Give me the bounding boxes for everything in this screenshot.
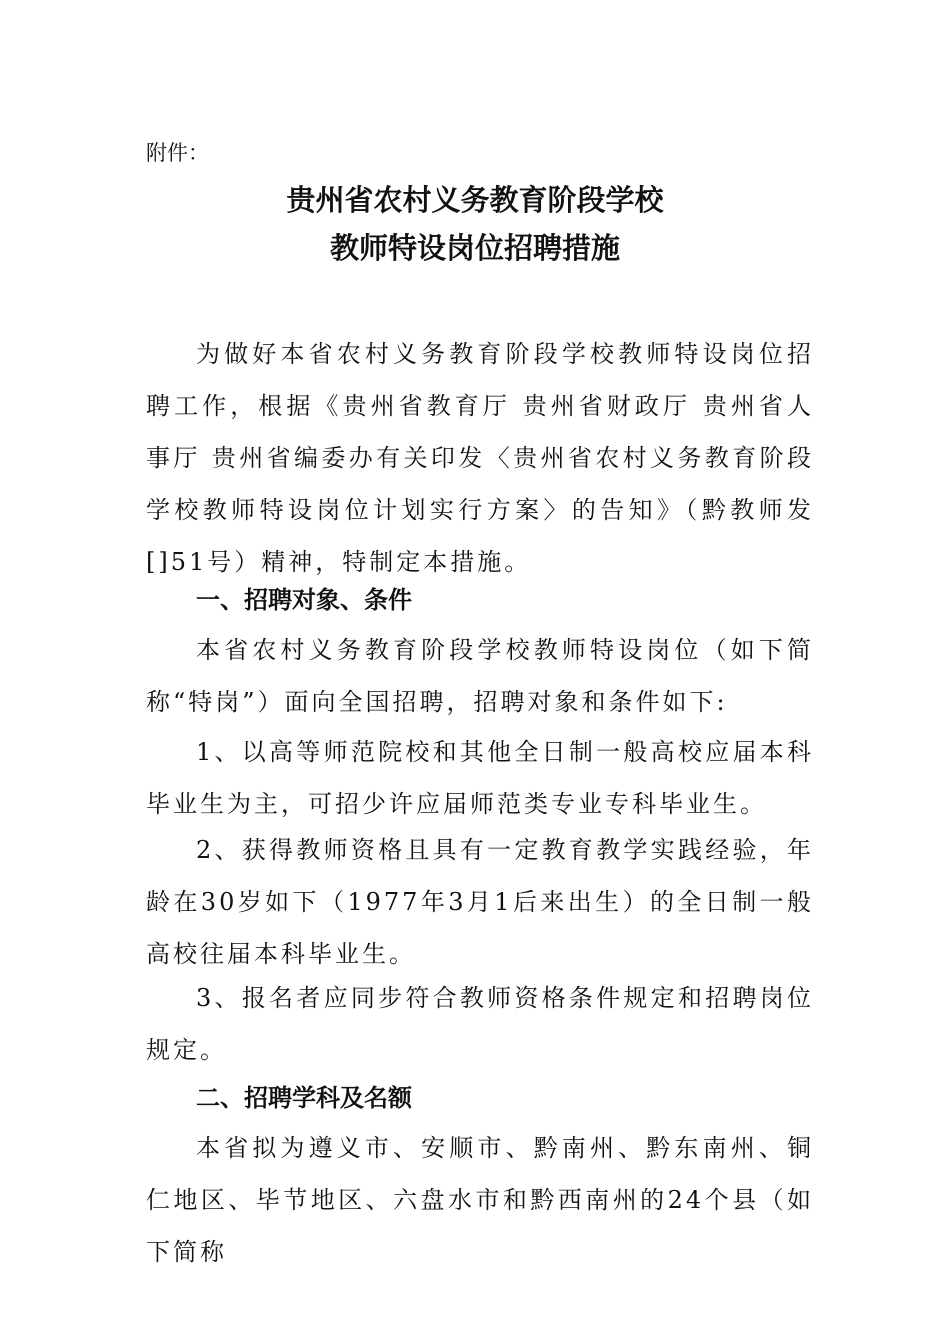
condition-item-2: 2、获得教师资格且具有一定教育教学实践经验，年龄在30岁如下（1977年3月1后来出生）的全日制一般高校往届本科毕业生。 — [146, 836, 814, 968]
section-2-paragraph: 本省拟为遵义市、安顺市、黔南州、黔东南州、铜仁地区、毕节地区、六盘水市和黔西南州的24个县（如下简称 — [146, 1134, 814, 1266]
attachment-label: 附件： — [146, 141, 209, 165]
section-heading-1: 一、招聘对象、条件 — [196, 586, 412, 614]
document-title-line-2: 教师特设岗位招聘措施 — [329, 231, 620, 265]
condition-item-3: 3、报名者应同步符合教师资格条件规定和招聘岗位规定。 — [146, 984, 814, 1064]
section-1-paragraph: 本省农村义务教育阶段学校教师特设岗位（如下简称“特岗”）面向全国招聘，招聘对象和条件如下: — [146, 636, 814, 716]
intro-paragraph: 为做好本省农村义务教育阶段学校教师特设岗位招聘工作，根据《贵州省教育厅 贵州省财政厅 贵州省人事厅 贵州省编委办有关印发〈贵州省农村义务教育阶段学校教师特设岗位计划实行方案〉的告知》（黔教师发[]51号）精神，特制定本措施。 — [146, 340, 814, 576]
condition-item-1: 1、以高等师范院校和其他全日制一般高校应届本科毕业生为主，可招少许应届师范类专业专科毕业生。 — [146, 738, 814, 818]
section-heading-2: 二、招聘学科及名额 — [196, 1084, 412, 1112]
document-title-line-1: 贵州省农村义务教育阶段学校 — [286, 183, 664, 217]
